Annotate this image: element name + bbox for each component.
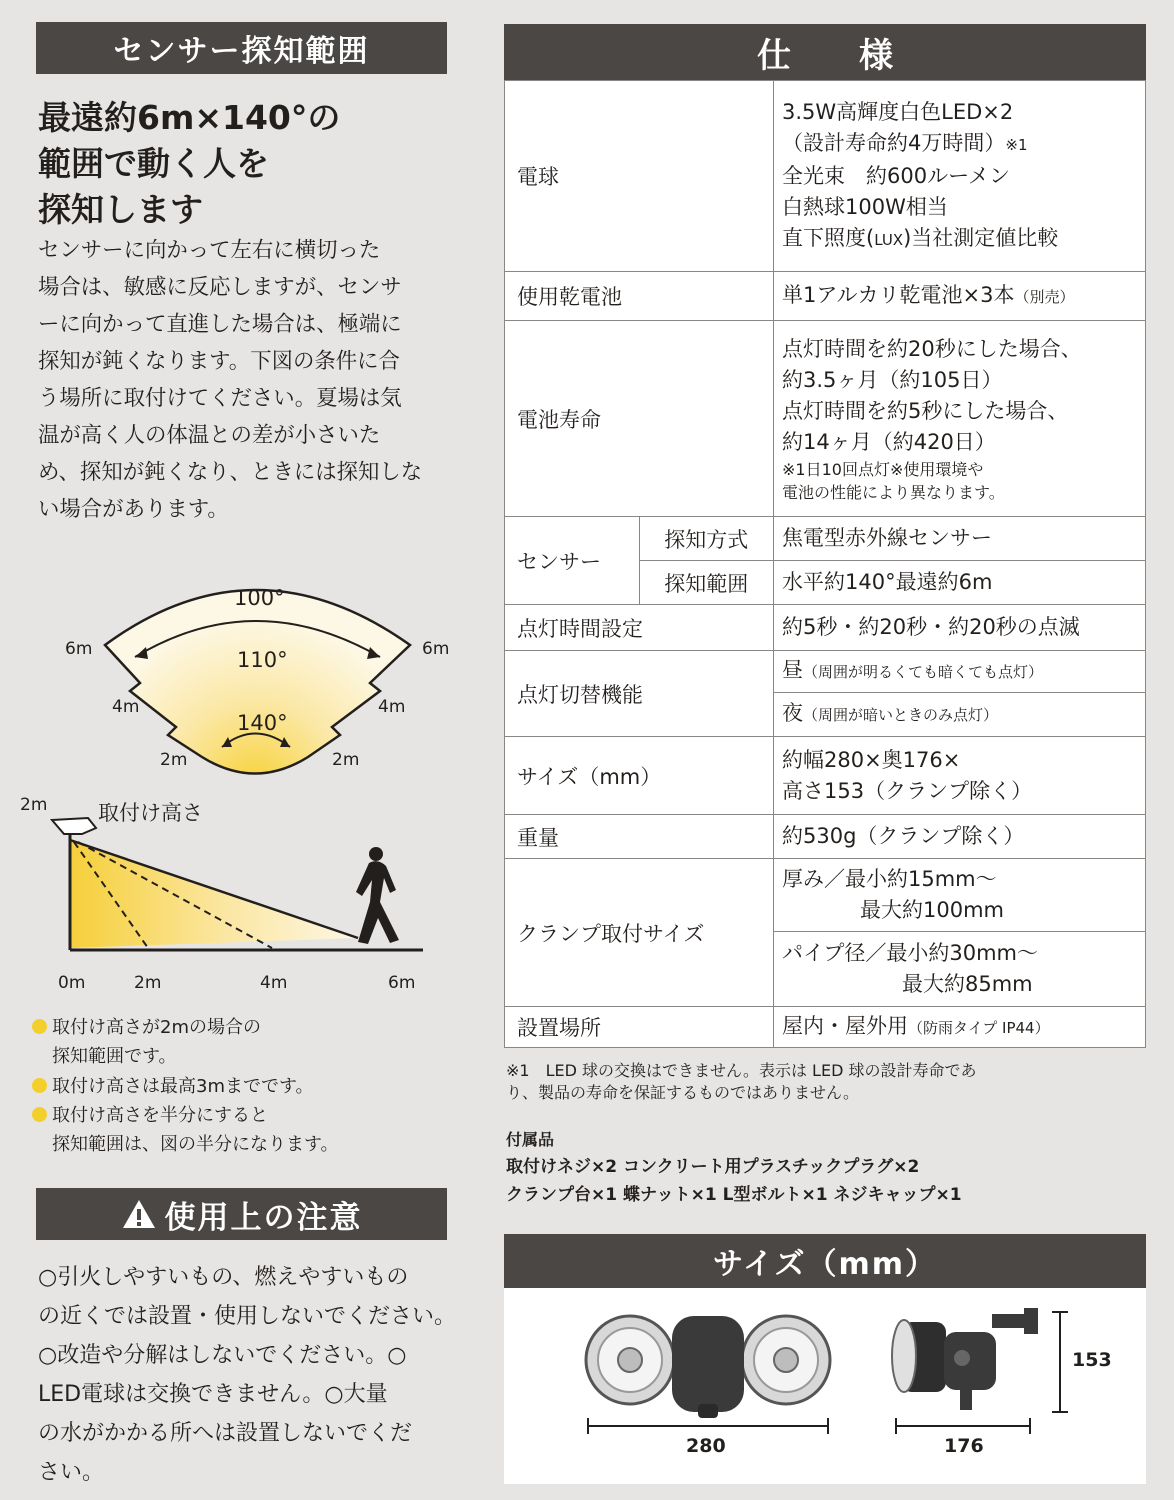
bullet-dot bbox=[32, 1107, 47, 1122]
life-line: 約14ヶ月（約420日） bbox=[782, 429, 996, 454]
x-tick-label: 6m bbox=[388, 973, 416, 993]
distance-label: 4m bbox=[378, 697, 406, 717]
clamp-line: パイプ径／最小約30mm〜 bbox=[782, 941, 1039, 965]
caution-title: 使用上の注意 bbox=[164, 1199, 363, 1236]
mounting-height-diagram bbox=[18, 790, 438, 1000]
detection-fan-diagram bbox=[50, 575, 450, 790]
sensor-range-heading: センサー探知範囲 bbox=[36, 22, 447, 74]
mode-note: （周囲が暗いときのみ点灯） bbox=[803, 706, 999, 724]
spec-row-weight bbox=[505, 815, 1146, 859]
battery-value: 単1アルカリ乾電池×3本 bbox=[782, 282, 1015, 307]
spec-value bbox=[774, 932, 1146, 1007]
accessories-line: 取付けネジ×2 コンクリート用プラスチックプラグ×2 bbox=[506, 1157, 920, 1177]
spec-label: 点灯時間設定 bbox=[505, 605, 774, 651]
spec-value bbox=[774, 321, 1146, 517]
spec-value bbox=[774, 81, 1146, 272]
distance-label: 6m bbox=[422, 639, 450, 659]
life-line: 点灯時間を約5秒にした場合、 bbox=[782, 398, 1069, 423]
accessories-title: 付属品 bbox=[506, 1130, 555, 1149]
fan-range-area bbox=[105, 590, 410, 774]
angle-label-100: 100° bbox=[234, 586, 285, 610]
spec-value bbox=[774, 737, 1146, 815]
distance-label: 2m bbox=[160, 750, 188, 770]
spec-sublabel: 探知範囲 bbox=[639, 561, 774, 605]
caution-line: LED電球は交換できません。○大量 bbox=[38, 1382, 388, 1407]
warning-icon bbox=[121, 1198, 157, 1230]
size-panel bbox=[504, 1288, 1146, 1484]
mode-day: 昼 bbox=[782, 658, 803, 682]
sensor-light-icon bbox=[52, 818, 96, 834]
description-line: め、探知が鈍くなり、ときには探知しな bbox=[38, 460, 423, 485]
bulb-line: )当社測定値比較 bbox=[903, 225, 1059, 250]
product-dimension-drawing bbox=[504, 1288, 1146, 1484]
angle-label-110: 110° bbox=[237, 648, 288, 672]
x-tick-label: 0m bbox=[58, 973, 86, 993]
note-text: 取付け高さは最高3mまでです。 bbox=[52, 1076, 314, 1097]
spec-value: 水平約140°最遠約6m bbox=[774, 561, 1146, 605]
headline-line: 探知します bbox=[38, 190, 203, 229]
caution-line: さい。 bbox=[38, 1460, 105, 1485]
distance-label: 6m bbox=[65, 639, 93, 659]
spec-row-bulb bbox=[505, 81, 1146, 272]
caution-line: ○引火しやすいもの、燃えやすいもの bbox=[38, 1265, 409, 1290]
spec-row-sensor-method bbox=[505, 517, 1146, 561]
spec-label: 使用乾電池 bbox=[505, 272, 774, 321]
caution-heading bbox=[36, 1188, 447, 1240]
spec-label: センサー bbox=[505, 517, 640, 605]
size-line: 約幅280×奥176× bbox=[782, 747, 961, 772]
spec-row-size bbox=[505, 737, 1146, 815]
height-value: 153 bbox=[1072, 1349, 1112, 1371]
mode-night: 夜 bbox=[782, 701, 803, 725]
clamp-line: 最大約85mm bbox=[902, 972, 1033, 996]
bullet-dot bbox=[32, 1078, 47, 1093]
note-item bbox=[32, 1101, 339, 1159]
spec-row-battery-life bbox=[505, 321, 1146, 517]
description-line: センサーに向かって左右に横切った bbox=[38, 238, 381, 263]
spec-value: 約5秒・約20秒・約20秒の点滅 bbox=[774, 605, 1146, 651]
spec-row-battery bbox=[505, 272, 1146, 321]
caution-line: の水がかかる所へは設置しないでくだ bbox=[38, 1421, 413, 1446]
headline-line: 範囲で動く人を bbox=[38, 144, 269, 183]
x-tick-label: 2m bbox=[134, 973, 162, 993]
headline-line: 最遠約6m×140°の bbox=[38, 98, 341, 137]
spec-value bbox=[774, 693, 1146, 737]
location-value: 屋内・屋外用 bbox=[782, 1013, 908, 1038]
note-text: 取付け高さを半分にすると bbox=[52, 1105, 268, 1126]
height-label: 取付け高さ bbox=[98, 801, 203, 825]
description-line: う場所に取付けてください。夏場は気 bbox=[38, 386, 402, 411]
description-line: ーに向かって直進した場合は、極端に bbox=[38, 312, 402, 337]
spec-value: 約530g（クランプ除く） bbox=[774, 815, 1146, 859]
side-range-area bbox=[70, 840, 358, 948]
spec-label: 点灯切替機能 bbox=[505, 651, 774, 737]
spec-label: 電池寿命 bbox=[505, 321, 774, 517]
front-view-light-icon bbox=[586, 1316, 830, 1418]
depth-value: 176 bbox=[944, 1435, 984, 1457]
sensor-description bbox=[38, 232, 456, 528]
walking-person-icon bbox=[356, 847, 399, 944]
distance-label: 2m bbox=[332, 750, 360, 770]
battery-note: （別売） bbox=[1014, 287, 1075, 306]
spec-label: 重量 bbox=[505, 815, 774, 859]
note-text: 探知範囲は、図の半分になります。 bbox=[52, 1134, 339, 1155]
spec-label: クランプ取付サイズ bbox=[505, 859, 774, 1007]
spec-label: 設置場所 bbox=[505, 1007, 774, 1048]
bullet-dot bbox=[32, 1019, 47, 1034]
note-item bbox=[32, 1013, 261, 1071]
spec-row-clamp-thickness bbox=[505, 859, 1146, 932]
spec-value: 焦電型赤外線センサー bbox=[774, 517, 1146, 561]
spec-row-location bbox=[505, 1007, 1146, 1048]
spec-value bbox=[774, 1007, 1146, 1048]
height-value: 2m bbox=[20, 795, 48, 815]
description-line: 温が高く人の体温との差が小さいた bbox=[38, 423, 381, 448]
bulb-line: 全光束 約600ルーメン bbox=[782, 163, 1011, 188]
bulb-line: 3.5W高輝度白色LED×2 bbox=[782, 99, 1014, 124]
bulb-line: 直下照度( bbox=[782, 225, 875, 250]
description-line: い場合があります。 bbox=[38, 497, 229, 522]
spec-label: サイズ（mm） bbox=[505, 737, 774, 815]
caution-line: ○改造や分解はしないでください。○ bbox=[38, 1343, 407, 1368]
spec-footnote bbox=[506, 1060, 1146, 1104]
caution-text bbox=[38, 1258, 456, 1492]
side-view-light-icon bbox=[892, 1308, 1038, 1410]
note-item bbox=[32, 1072, 314, 1101]
spec-value bbox=[774, 651, 1146, 693]
footnote-line: り、製品の寿命を保証するものではありません。 bbox=[506, 1083, 859, 1102]
description-line: 探知が鈍くなります。下図の条件に合 bbox=[38, 349, 400, 374]
note-text: 取付け高さが2mの場合の bbox=[52, 1017, 261, 1038]
width-value: 280 bbox=[686, 1435, 726, 1457]
life-note: 電池の性能により異なります。 bbox=[782, 482, 1005, 502]
bulb-line: 白熱球100W相当 bbox=[782, 194, 948, 219]
spec-sublabel: 探知方式 bbox=[639, 517, 774, 561]
mode-note: （周囲が明るくても暗くても点灯） bbox=[803, 663, 1044, 681]
note-text: 探知範囲です。 bbox=[52, 1046, 177, 1067]
spec-value bbox=[774, 859, 1146, 932]
angle-label-140: 140° bbox=[237, 711, 288, 735]
spec-row-timer bbox=[505, 605, 1146, 651]
caution-line: の近くでは設置・使用しないでください。 bbox=[38, 1304, 457, 1329]
clamp-line: 厚み／最小約15mm〜 bbox=[782, 867, 997, 891]
spec-table bbox=[504, 80, 1146, 1048]
footnote-mark: ※1 bbox=[1005, 135, 1028, 154]
accessories-line: クランプ台×1 蝶ナット×1 L型ボルト×1 ネジキャップ×1 bbox=[506, 1185, 962, 1205]
spec-value bbox=[774, 272, 1146, 321]
size-heading: サイズ（mm） bbox=[504, 1234, 1146, 1288]
clamp-line: 最大約100mm bbox=[860, 898, 1004, 922]
lux-unit: LUX bbox=[874, 230, 904, 249]
spec-heading: 仕 様 bbox=[504, 24, 1146, 80]
spec-label: 電球 bbox=[505, 81, 774, 272]
spec-row-mode-day bbox=[505, 651, 1146, 693]
bulb-line: （設計寿命約4万時間） bbox=[782, 130, 1006, 155]
size-line: 高さ153（クランプ除く） bbox=[782, 778, 1033, 803]
distance-label: 4m bbox=[112, 697, 140, 717]
footnote-line: ※1 LED 球の交換はできません。表示は LED 球の設計寿命であ bbox=[506, 1061, 977, 1080]
life-note: ※1日10回点灯※使用環境や bbox=[782, 459, 984, 479]
life-line: 点灯時間を約20秒にした場合、 bbox=[782, 336, 1082, 361]
x-tick-label: 4m bbox=[260, 973, 288, 993]
sensor-headline bbox=[38, 95, 456, 233]
life-line: 約3.5ヶ月（約105日） bbox=[782, 367, 1003, 392]
description-line: 場合は、敏感に反応しますが、センサ bbox=[38, 275, 402, 300]
location-note: （防雨タイプ IP44） bbox=[908, 1018, 1050, 1037]
